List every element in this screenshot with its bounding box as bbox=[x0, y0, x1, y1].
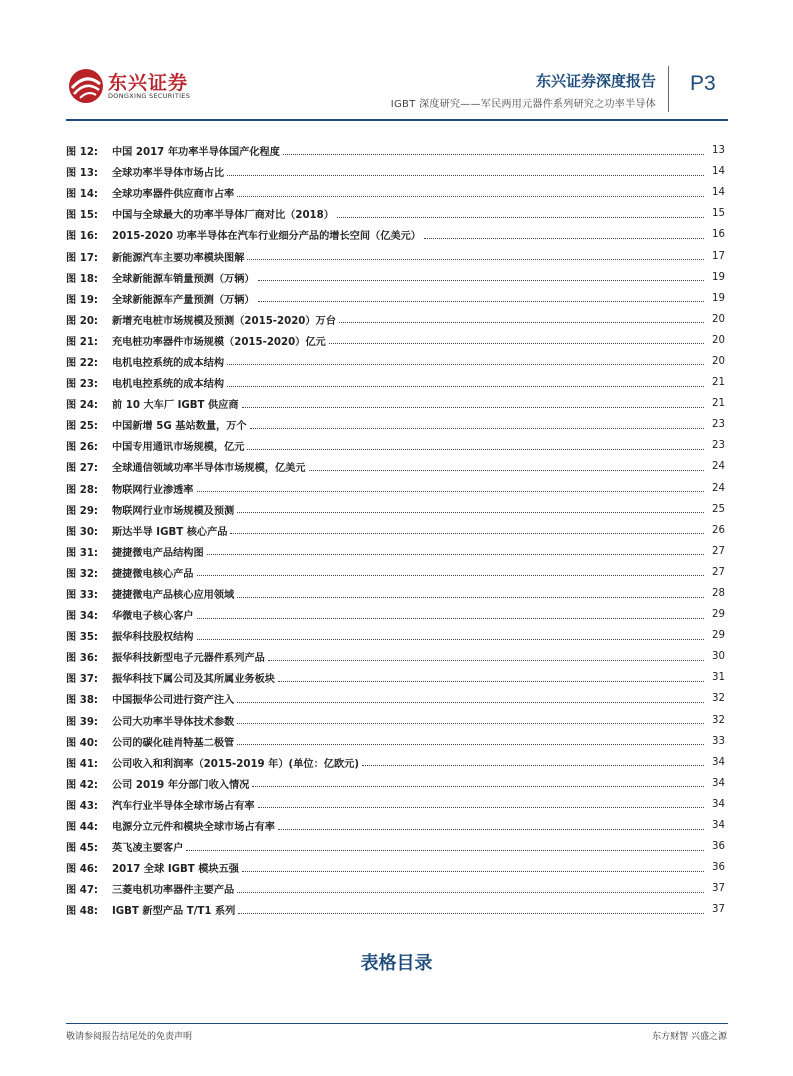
toc-figure-title[interactable]: 捷捷微电产品结构图 bbox=[112, 547, 204, 559]
toc-entry[interactable] bbox=[66, 752, 725, 773]
toc-page-number[interactable]: 14 bbox=[712, 187, 725, 199]
toc-dot-leader bbox=[247, 448, 704, 450]
toc-figure-label: 图 32: bbox=[66, 568, 98, 580]
toc-page-number[interactable]: 16 bbox=[712, 229, 725, 241]
toc-figure-title[interactable]: 三菱电机功率器件主要产品 bbox=[112, 885, 235, 897]
toc-figure-label: 图 23: bbox=[66, 379, 98, 391]
page-header bbox=[0, 0, 793, 125]
toc-figure-label: 图 29: bbox=[66, 505, 98, 517]
toc-figure-title[interactable]: 2017 全球 IGBT 模块五强 bbox=[112, 864, 239, 876]
toc-entry[interactable] bbox=[66, 203, 725, 224]
toc-dot-leader bbox=[309, 469, 704, 471]
toc-figure-label: 图 34: bbox=[66, 611, 98, 623]
toc-dot-leader bbox=[186, 849, 704, 851]
toc-figure-label: 图 13: bbox=[66, 168, 98, 180]
toc-dot-leader bbox=[197, 617, 705, 619]
toc-page-number[interactable]: 27 bbox=[712, 566, 725, 578]
toc-dot-leader bbox=[362, 764, 704, 766]
toc-dot-leader bbox=[197, 574, 705, 576]
toc-dot-leader bbox=[237, 701, 704, 703]
toc-entry[interactable] bbox=[66, 878, 725, 899]
toc-dot-leader bbox=[424, 237, 704, 239]
toc-page-number[interactable]: 29 bbox=[712, 609, 725, 621]
toc-figure-label: 图 28: bbox=[66, 484, 98, 496]
toc-dot-leader bbox=[283, 153, 704, 155]
toc-entry[interactable] bbox=[66, 499, 725, 520]
toc-figure-title[interactable]: 捷捷微电核心产品 bbox=[112, 568, 194, 580]
toc-dot-leader bbox=[250, 427, 704, 429]
toc-dot-leader bbox=[237, 195, 704, 197]
toc-page-number[interactable]: 20 bbox=[712, 355, 725, 367]
toc-dot-leader bbox=[237, 891, 704, 893]
toc-dot-leader bbox=[242, 870, 704, 872]
toc-figure-label: 图 33: bbox=[66, 590, 98, 602]
toc-page-number[interactable]: 30 bbox=[712, 651, 725, 663]
toc-entry[interactable] bbox=[66, 815, 725, 836]
toc-dot-leader bbox=[258, 806, 704, 808]
toc-figure-title[interactable]: 公司大功率半导体技术参数 bbox=[112, 716, 235, 728]
toc-dot-leader bbox=[337, 216, 704, 218]
toc-dot-leader bbox=[197, 490, 705, 492]
toc-dot-leader bbox=[268, 659, 704, 661]
toc-figure-label: 图 27: bbox=[66, 463, 98, 475]
toc-entry[interactable] bbox=[66, 667, 725, 688]
toc-entry[interactable] bbox=[66, 267, 725, 288]
toc-figure-label: 图 46: bbox=[66, 864, 98, 876]
header-divider bbox=[668, 66, 669, 112]
toc-page-number[interactable]: 27 bbox=[712, 545, 725, 557]
toc-dot-leader bbox=[237, 743, 704, 745]
toc-entry[interactable] bbox=[66, 520, 725, 541]
toc-figure-title[interactable]: 电机电控系统的成本结构 bbox=[112, 379, 225, 391]
toc-figure-title[interactable]: 汽车行业半导体全球市场占有率 bbox=[112, 800, 255, 812]
toc-figure-label: 图 12: bbox=[66, 147, 98, 159]
toc-dot-leader bbox=[197, 638, 705, 640]
toc-entry[interactable] bbox=[66, 583, 725, 604]
toc-entry[interactable] bbox=[66, 541, 725, 562]
toc-figure-label: 图 41: bbox=[66, 758, 98, 770]
toc-figure-label: 图 15: bbox=[66, 210, 98, 222]
toc-figure-label: 图 17: bbox=[66, 252, 98, 264]
toc-page-number[interactable]: 37 bbox=[712, 904, 725, 916]
logo-emblem-icon bbox=[66, 64, 106, 104]
footer-rule bbox=[66, 1023, 728, 1024]
toc-figure-label: 图 48: bbox=[66, 906, 98, 918]
toc-figure-label: 图 36: bbox=[66, 653, 98, 665]
toc-entry[interactable] bbox=[66, 794, 725, 815]
toc-page-number[interactable]: 23 bbox=[712, 419, 725, 431]
toc-dot-leader bbox=[252, 785, 704, 787]
toc-entry[interactable] bbox=[66, 309, 725, 330]
toc-entry[interactable] bbox=[66, 478, 725, 499]
toc-entry[interactable] bbox=[66, 604, 725, 625]
report-title: 东兴证券深度报告 bbox=[535, 72, 656, 90]
toc-page-number[interactable]: 17 bbox=[712, 250, 725, 262]
toc-figure-label: 图 16: bbox=[66, 231, 98, 243]
toc-figure-label: 图 47: bbox=[66, 885, 98, 897]
toc-dot-leader bbox=[329, 342, 704, 344]
toc-page-number[interactable]: 24 bbox=[712, 482, 725, 494]
toc-dot-leader bbox=[227, 385, 704, 387]
toc-figure-title[interactable]: 中国新增 5G 基站数量，万个 bbox=[112, 421, 247, 433]
toc-entry[interactable] bbox=[66, 351, 725, 372]
toc-figure-title[interactable]: 电源分立元件和模块全球市场占有率 bbox=[112, 822, 275, 834]
toc-figure-title[interactable]: 振华科技股权结构 bbox=[112, 632, 194, 644]
toc-figure-title[interactable]: 全球通信领域功率半导体市场规模，亿美元 bbox=[112, 463, 306, 475]
toc-page-number[interactable]: 28 bbox=[712, 588, 725, 600]
toc-entry[interactable] bbox=[66, 372, 725, 393]
toc-page-number[interactable]: 24 bbox=[712, 461, 725, 473]
toc-figure-label: 图 38: bbox=[66, 695, 98, 707]
toc-figure-label: 图 25: bbox=[66, 421, 98, 433]
toc-figure-title[interactable]: IGBT 新型产品 T/T1 系列 bbox=[112, 906, 236, 918]
toc-figure-title[interactable]: 中国振华公司进行资产注入 bbox=[112, 695, 235, 707]
toc-page-number[interactable]: 25 bbox=[712, 503, 725, 515]
toc-figure-label: 图 18: bbox=[66, 273, 98, 285]
toc-entry[interactable] bbox=[66, 773, 725, 794]
toc-figure-title[interactable]: 捷捷微电产品核心应用领域 bbox=[112, 590, 235, 602]
toc-figure-title[interactable]: 英飞凌主要客户 bbox=[112, 843, 184, 855]
toc-figure-label: 图 30: bbox=[66, 526, 98, 538]
toc-page-number[interactable]: 36 bbox=[712, 862, 725, 874]
toc-entry[interactable] bbox=[66, 224, 725, 245]
toc-figure-title[interactable]: 电机电控系统的成本结构 bbox=[112, 357, 225, 369]
toc-figure-label: 图 20: bbox=[66, 315, 98, 327]
toc-page-number[interactable]: 21 bbox=[712, 398, 725, 410]
toc-dot-leader bbox=[238, 912, 704, 914]
toc-figure-title[interactable]: 华微电子核心客户 bbox=[112, 611, 194, 623]
toc-entry[interactable] bbox=[66, 245, 725, 266]
toc-figure-label: 图 19: bbox=[66, 294, 98, 306]
logo-chinese-name: 东兴证券 bbox=[108, 72, 189, 94]
toc-entry[interactable] bbox=[66, 456, 725, 477]
toc-entry[interactable] bbox=[66, 688, 725, 709]
toc-figure-title[interactable]: 公司收入和利润率（2015-2019 年）(单位：亿欧元) bbox=[112, 758, 359, 770]
toc-entry[interactable] bbox=[66, 710, 725, 731]
toc-figure-title[interactable]: 中国专用通讯市场规模，亿元 bbox=[112, 442, 245, 454]
toc-figure-label: 图 22: bbox=[66, 357, 98, 369]
toc-entry[interactable] bbox=[66, 435, 725, 456]
company-logo bbox=[66, 64, 206, 108]
toc-figure-title[interactable]: 2015-2020 功率半导体在汽车行业细分产品的增长空间（亿美元） bbox=[112, 231, 421, 243]
toc-figure-label: 图 21: bbox=[66, 336, 98, 348]
toc-figure-label: 图 39: bbox=[66, 716, 98, 728]
toc-figure-title[interactable]: 前 10 大车厂 IGBT 供应商 bbox=[112, 400, 239, 412]
header-rule bbox=[66, 119, 728, 121]
toc-page-number[interactable]: 21 bbox=[712, 377, 725, 389]
toc-dot-leader bbox=[227, 174, 704, 176]
toc-entry[interactable] bbox=[66, 836, 725, 857]
figure-table-of-contents bbox=[66, 140, 725, 920]
toc-figure-label: 图 37: bbox=[66, 674, 98, 686]
toc-figure-title[interactable]: 斯达半导 IGBT 核心产品 bbox=[112, 526, 228, 538]
toc-dot-leader bbox=[242, 406, 704, 408]
toc-dot-leader bbox=[230, 532, 704, 534]
toc-entry[interactable] bbox=[66, 393, 725, 414]
toc-figure-title[interactable]: 中国与全球最大的功率半导体厂商对比（2018） bbox=[112, 210, 334, 222]
toc-dot-leader bbox=[278, 828, 704, 830]
toc-page-number[interactable]: 34 bbox=[712, 798, 725, 810]
toc-dot-leader bbox=[278, 680, 704, 682]
toc-page-number[interactable]: 15 bbox=[712, 208, 725, 220]
table-of-contents-heading: 表格目录 bbox=[360, 953, 433, 974]
toc-figure-label: 图 31: bbox=[66, 547, 98, 559]
toc-page-number[interactable]: 36 bbox=[712, 841, 725, 853]
page-number: P3 bbox=[690, 72, 716, 95]
toc-figure-label: 图 42: bbox=[66, 779, 98, 791]
toc-entry[interactable] bbox=[66, 414, 725, 435]
toc-dot-leader bbox=[237, 511, 704, 513]
toc-figure-title[interactable]: 全球新能源车销量预测（万辆） bbox=[112, 273, 255, 285]
toc-page-number[interactable]: 29 bbox=[712, 630, 725, 642]
report-subtitle: IGBT 深度研究——军民两用元器件系列研究之功率半导体 bbox=[390, 99, 656, 110]
footer-disclaimer: 敬请参阅报告结尾处的免责声明 bbox=[66, 1032, 193, 1042]
toc-page-number[interactable]: 26 bbox=[712, 524, 725, 536]
toc-page-number[interactable]: 32 bbox=[712, 693, 725, 705]
toc-page-number[interactable]: 37 bbox=[712, 883, 725, 895]
toc-dot-leader bbox=[207, 553, 704, 555]
toc-entry[interactable] bbox=[66, 140, 725, 161]
toc-entry[interactable] bbox=[66, 288, 725, 309]
toc-dot-leader bbox=[247, 258, 704, 260]
toc-page-number[interactable]: 32 bbox=[712, 714, 725, 726]
toc-page-number[interactable]: 19 bbox=[712, 292, 725, 304]
toc-figure-title[interactable]: 充电桩功率器件市场规模（2015-2020）亿元 bbox=[112, 336, 326, 348]
toc-figure-label: 图 24: bbox=[66, 400, 98, 412]
toc-entry[interactable] bbox=[66, 731, 725, 752]
toc-figure-title[interactable]: 全球功率半导体市场占比 bbox=[112, 168, 225, 180]
toc-page-number[interactable]: 34 bbox=[712, 820, 725, 832]
toc-page-number[interactable]: 19 bbox=[712, 271, 725, 283]
toc-figure-label: 图 43: bbox=[66, 800, 98, 812]
toc-page-number[interactable]: 34 bbox=[712, 756, 725, 768]
toc-figure-title[interactable]: 物联网行业市场规模及预测 bbox=[112, 505, 235, 517]
toc-figure-title[interactable]: 中国 2017 年功率半导体国产化程度 bbox=[112, 147, 280, 159]
toc-entry[interactable] bbox=[66, 161, 725, 182]
toc-entry[interactable] bbox=[66, 899, 725, 920]
toc-entry[interactable] bbox=[66, 857, 725, 878]
toc-dot-leader bbox=[237, 596, 704, 598]
toc-dot-leader bbox=[237, 722, 704, 724]
toc-figure-label: 图 35: bbox=[66, 632, 98, 644]
toc-dot-leader bbox=[227, 363, 704, 365]
toc-page-number[interactable]: 14 bbox=[712, 166, 725, 178]
toc-page-number[interactable]: 13 bbox=[712, 145, 725, 157]
toc-dot-leader bbox=[258, 300, 704, 302]
toc-page-number[interactable]: 33 bbox=[712, 735, 725, 747]
toc-figure-label: 图 40: bbox=[66, 737, 98, 749]
toc-page-number[interactable]: 20 bbox=[712, 313, 725, 325]
toc-page-number[interactable]: 20 bbox=[712, 334, 725, 346]
toc-entry[interactable] bbox=[66, 646, 725, 667]
toc-figure-title[interactable]: 全球新能源车产量预测（万辆） bbox=[112, 294, 255, 306]
toc-figure-title[interactable]: 物联网行业渗透率 bbox=[112, 484, 194, 496]
toc-entry[interactable] bbox=[66, 562, 725, 583]
toc-figure-title[interactable]: 新能源汽车主要功率模块图解 bbox=[112, 252, 245, 264]
toc-figure-title[interactable]: 新增充电桩市场规模及预测（2015-2020）万台 bbox=[112, 315, 336, 327]
toc-page-number[interactable]: 31 bbox=[712, 672, 725, 684]
footer-slogan: 东方财智 兴盛之源 bbox=[652, 1032, 727, 1042]
toc-dot-leader bbox=[258, 279, 704, 281]
toc-page-number[interactable]: 34 bbox=[712, 777, 725, 789]
toc-dot-leader bbox=[339, 321, 704, 323]
toc-entry[interactable] bbox=[66, 182, 725, 203]
toc-page-number[interactable]: 23 bbox=[712, 440, 725, 452]
toc-figure-label: 图 14: bbox=[66, 189, 98, 201]
toc-entry[interactable] bbox=[66, 625, 725, 646]
toc-figure-label: 图 45: bbox=[66, 843, 98, 855]
toc-figure-label: 图 44: bbox=[66, 822, 98, 834]
toc-figure-title[interactable]: 全球功率器件供应商市占率 bbox=[112, 189, 235, 201]
toc-figure-title[interactable]: 公司 2019 年分部门收入情况 bbox=[112, 779, 250, 791]
toc-figure-label: 图 26: bbox=[66, 442, 98, 454]
logo-english-name: DONGXING SECURITIES bbox=[108, 92, 191, 100]
toc-figure-title[interactable]: 振华科技新型电子元器件系列产品 bbox=[112, 653, 265, 665]
toc-entry[interactable] bbox=[66, 330, 725, 351]
toc-figure-title[interactable]: 振华科技下属公司及其所属业务板块 bbox=[112, 674, 275, 686]
toc-figure-title[interactable]: 公司的碳化硅肖特基二极管 bbox=[112, 737, 235, 749]
